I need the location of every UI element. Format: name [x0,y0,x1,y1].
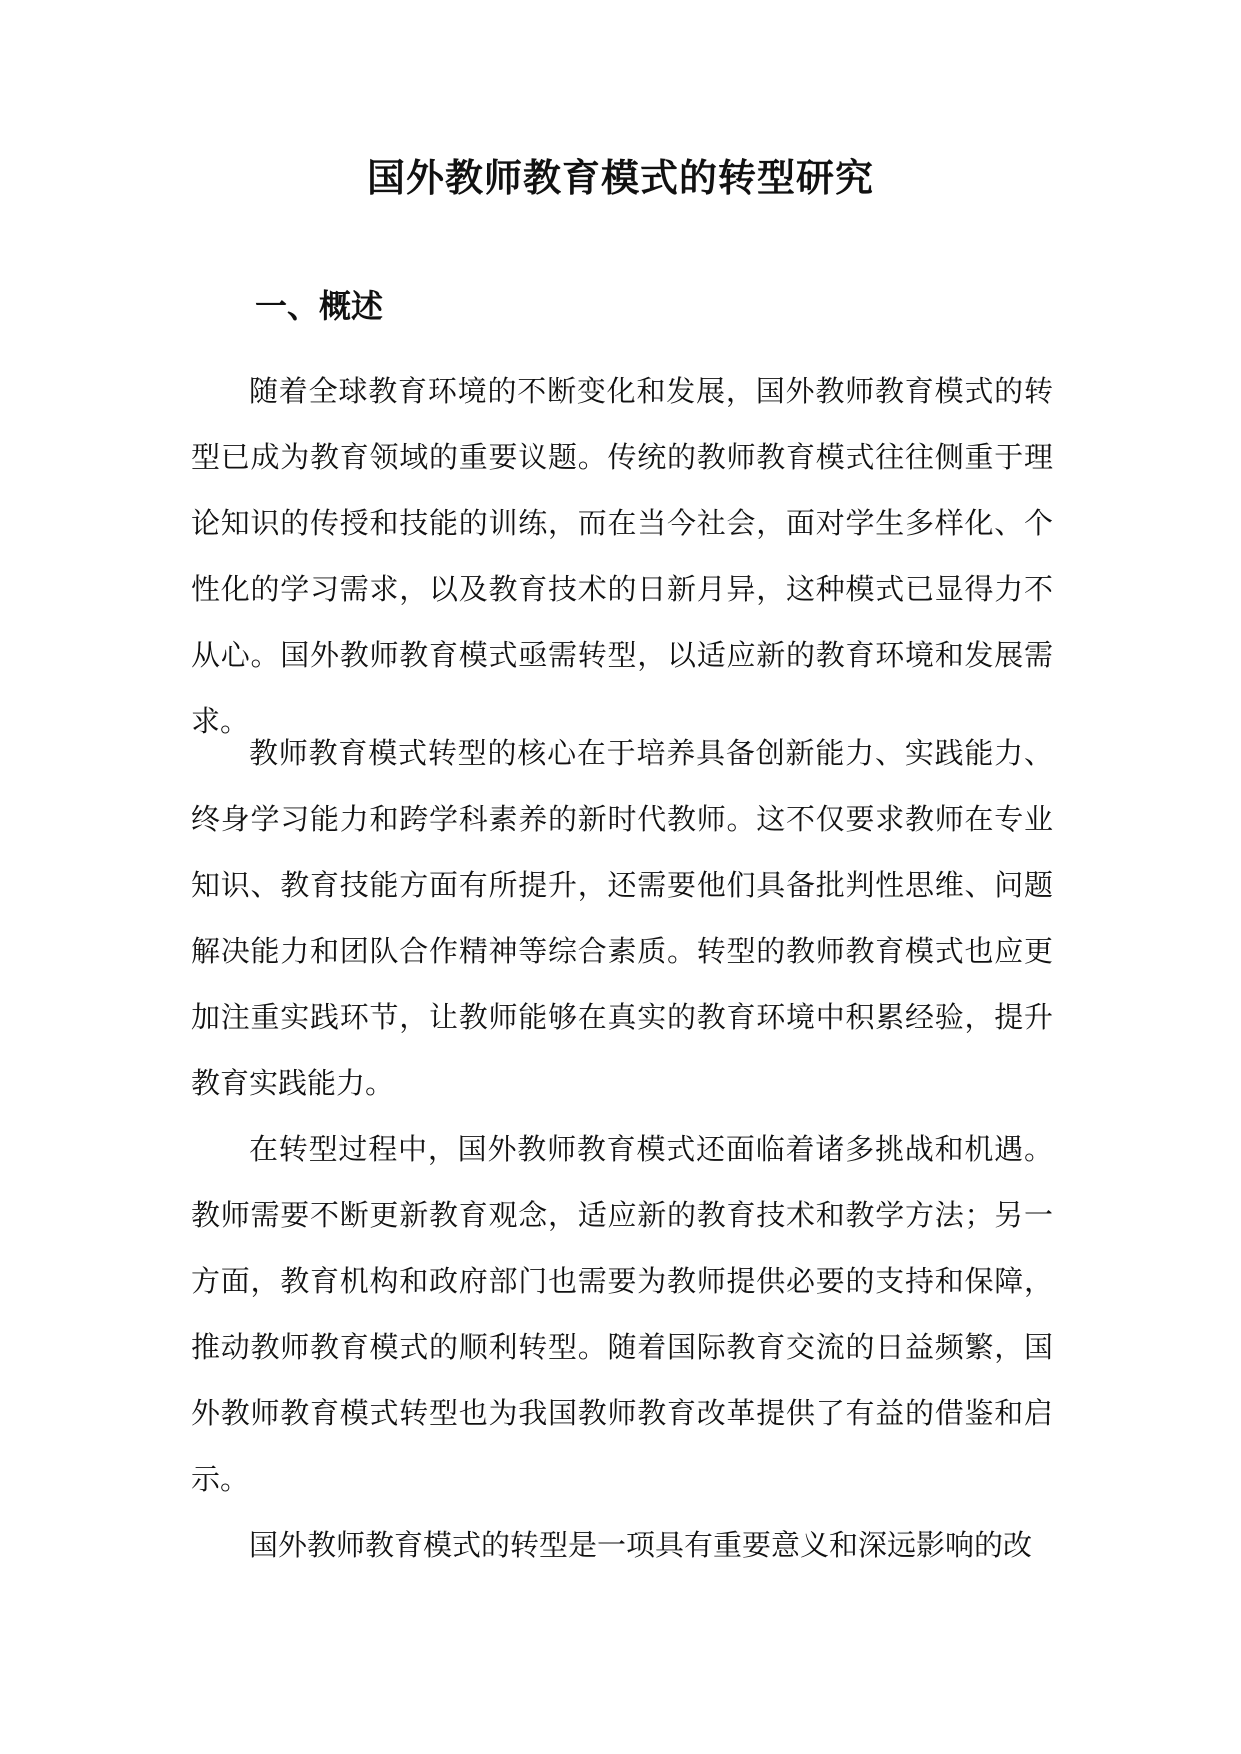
paragraph: 随着全球教育环境的不断变化和发展，国外教师教育模式的转型已成为教育领域的重要议题。传统的教师教育模式往往侧重于理论知识的传授和技能的训练，而在当今社会，面对学生多样化、个性化的学习需求，以及教育技术的日新月异，这种模式已显得力不从心。国外教师教育模式亟需转型，以适应新的教育环境和发展需求。 [191,374,1053,738]
paragraph: 教师教育模式转型的核心在于培养具备创新能力、实践能力、终身学习能力和跨学科素养的新时代教师。这不仅要求教师在专业知识、教育技能方面有所提升，还需要他们具备批判性思维、问题解决能力和团队合作精神等综合素质。转型的教师教育模式也应更加注重实践环节，让教师能够在真实的教育环境中积累经验，提升教育实践能力。 [191,736,1053,1100]
document-title: 国外教师教育模式的转型研究 [366,155,874,200]
section-heading: 一、概述 [255,287,384,325]
paragraph: 国外教师教育模式的转型是一项具有重要意义和深远影响的改 [249,1528,1033,1562]
paragraph: 在转型过程中，国外教师教育模式还面临着诸多挑战和机遇。教师需要不断更新教育观念，适应新的教育技术和教学方法；另一方面，教育机构和政府部门也需要为教师提供必要的支持和保障，推动教师教育模式的顺利转型。随着国际教育交流的日益频繁，国外教师教育模式转型也为我国教师教育改革提供了有益的借鉴和启示。 [191,1132,1053,1496]
